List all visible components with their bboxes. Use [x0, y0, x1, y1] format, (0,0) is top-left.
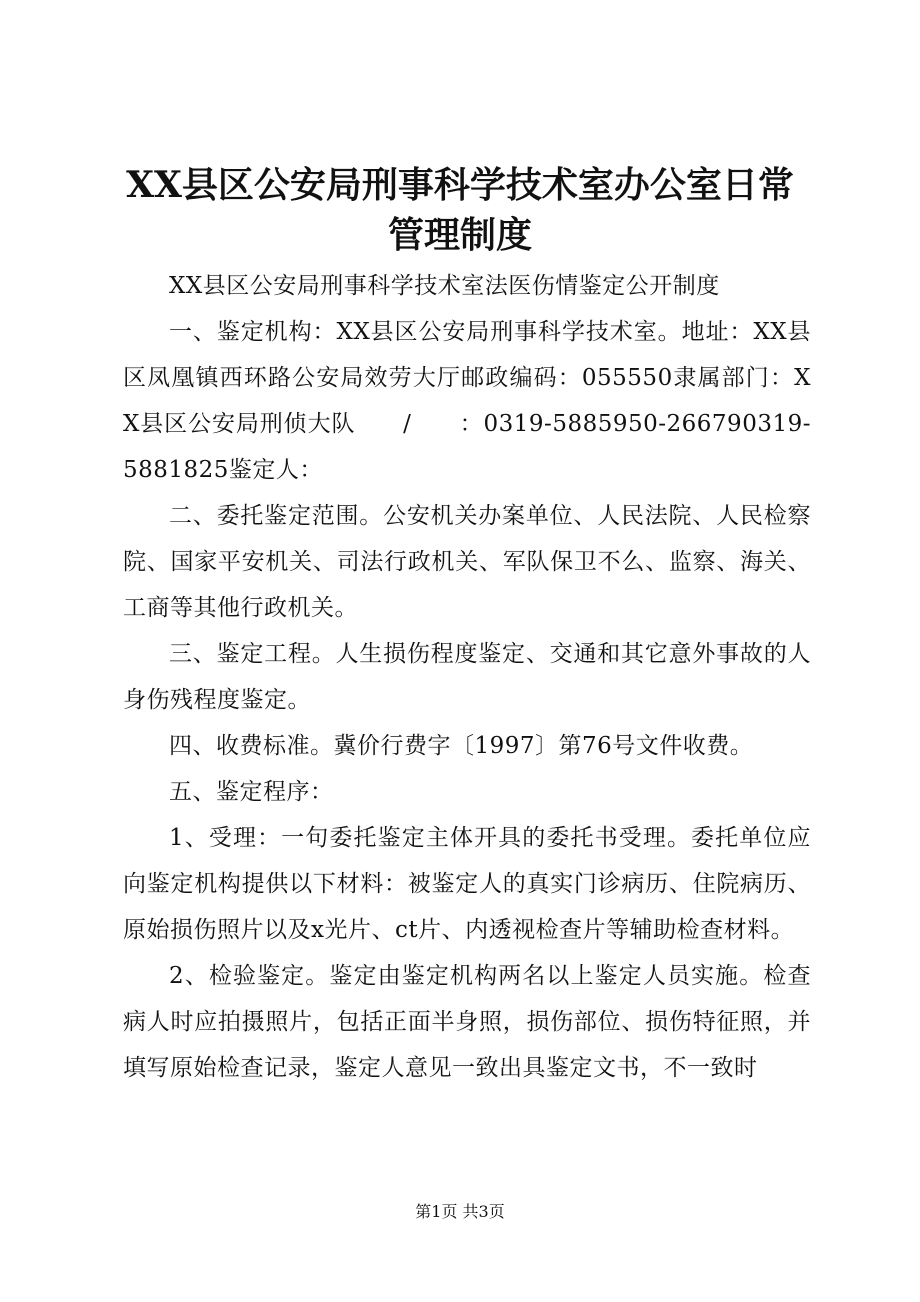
- paragraph-procedure-heading: 五、鉴定程序：: [169, 779, 334, 805]
- paragraph-subtitle: XX县区公安局刑事科学技术室法医伤情鉴定公开制度: [169, 273, 720, 299]
- document-body: [123, 263, 811, 1091]
- paragraph-acceptance: 1、受理：一句委托鉴定主体开具的委托书受理。委托单位应向鉴定机构提供以下材料：被鉴定人的真实门诊病历、住院病历、原始损伤照片以及x光片、ct片、内透视检查片等辅助检查材料。: [123, 825, 811, 943]
- paragraph-institution: 一、鉴定机构：XX县区公安局刑事科学技术室。地址：XX县区凤凰镇西环路公安局效劳大厅邮政编码：055550隶属部门：XX县区公安局刑侦大队 / ：0319-5885950-266790319-5881825鉴定人：: [123, 319, 811, 483]
- page-footer: 第1页 共3页: [415, 1202, 505, 1221]
- document-title: XX县区公安局刑事科学技术室办公室日常管理制度: [126, 164, 794, 256]
- paragraph-examination: 2、检验鉴定。鉴定由鉴定机构两名以上鉴定人员实施。检查病人时应拍摄照片，包括正面半身照，损伤部位、损伤特征照，并填写原始检查记录，鉴定人意见一致出具鉴定文书，不一致时: [123, 963, 811, 1081]
- paragraph-fees: 四、收费标准。冀价行费字〔1997〕第76号文件收费。: [169, 733, 754, 759]
- paragraph-items: 三、鉴定工程。人生损伤程度鉴定、交通和其它意外事故的人身伤残程度鉴定。: [123, 641, 811, 713]
- paragraph-scope: 二、委托鉴定范围。公安机关办案单位、人民法院、人民检察院、国家平安机关、司法行政机关、军队保卫不么、监察、海关、工商等其他行政机关。: [123, 503, 811, 621]
